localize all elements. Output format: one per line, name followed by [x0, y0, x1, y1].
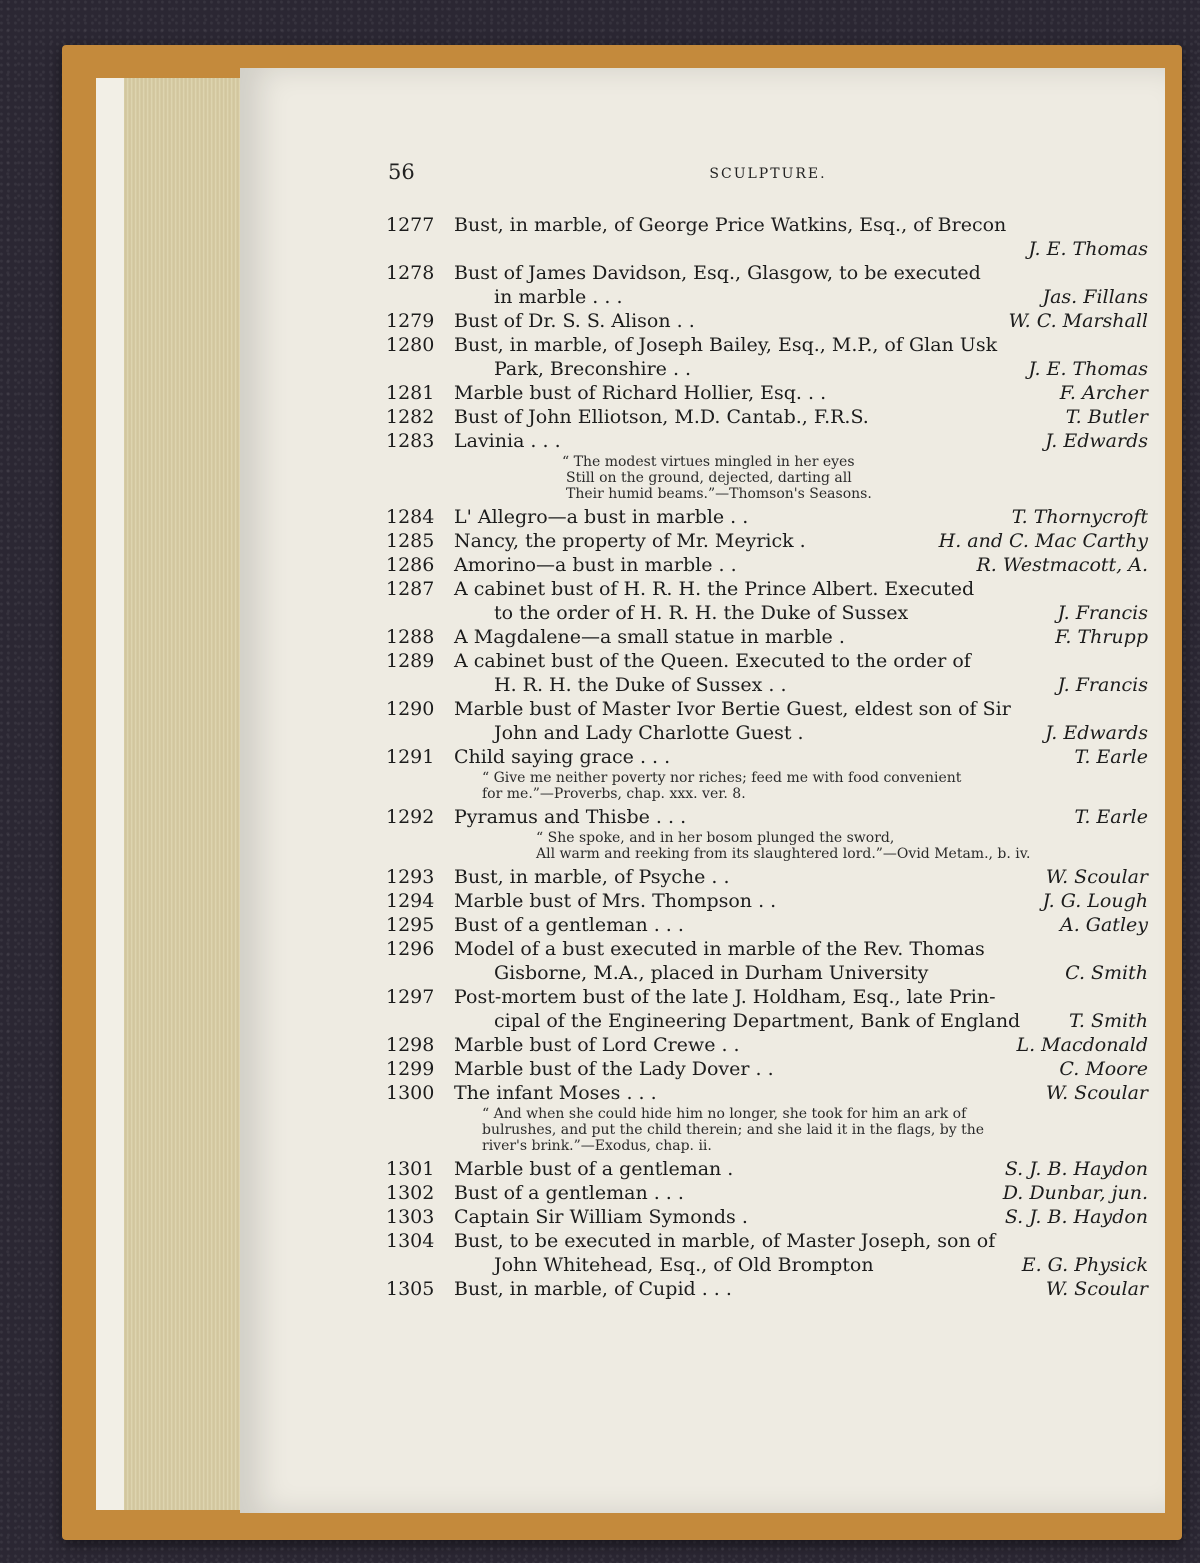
- catalogue-entry: [386, 937, 1148, 985]
- entry-title-line: Captain Sir William Symonds . S. J. B. Haydon: [454, 1206, 1148, 1228]
- catalogue-entry: [386, 889, 1148, 913]
- entry-number: 1293: [386, 866, 435, 888]
- entry-title-line: Marble bust of Richard Hollier, Esq. . . F. Archer: [454, 382, 1148, 404]
- quotation-line: Their humid beams.”—Thomson's Seasons.: [566, 486, 872, 502]
- artist-name: J. G. Lough: [1042, 890, 1148, 912]
- entry-title-line: Gisborne, M.A., placed in Durham University C. Smith: [494, 962, 1148, 984]
- entry-number: 1298: [386, 1034, 435, 1056]
- artist-name: W. Scoular: [1045, 1082, 1148, 1104]
- artist-name: R. Westmacott, A.: [976, 554, 1148, 576]
- entry-title-line: Child saying grace . . . T. Earle: [454, 746, 1148, 768]
- artist-name: S. J. B. Haydon: [1004, 1158, 1148, 1180]
- entry-title-line: The infant Moses . . . W. Scoular: [454, 1082, 1148, 1104]
- entry-title-line: A cabinet bust of the Queen. Executed to the order of: [454, 650, 971, 672]
- entry-title-line: Marble bust of Mrs. Thompson . . J. G. Lough: [454, 890, 1148, 912]
- catalogue-entry: [386, 1057, 1148, 1081]
- entry-number: 1282: [386, 406, 435, 428]
- catalogue-entry: [386, 405, 1148, 429]
- catalogue-entry: [386, 1229, 1148, 1277]
- entry-title-line: Park, Breconshire . . J. E. Thomas: [494, 358, 1148, 380]
- artist-name: F. Archer: [1059, 382, 1148, 404]
- artist-name: D. Dunbar, jun.: [1002, 1182, 1148, 1204]
- entry-title-line: Nancy, the property of Mr. Meyrick . H. and C. Mac Carthy: [454, 530, 1148, 552]
- quotation-line: “ And when she could hide him no longer, she took for him an ark of: [482, 1106, 967, 1122]
- catalogue-entry: [386, 1205, 1148, 1229]
- catalogue-entry: [386, 1033, 1148, 1057]
- entry-number: 1288: [386, 626, 435, 648]
- entry-title-line: Marble bust of Master Ivor Bertie Guest, eldest son of Sir: [454, 698, 1011, 720]
- artist-name: C. Smith: [1065, 962, 1148, 984]
- entry-title-line: cipal of the Engineering Department, Bank of England T. Smith: [494, 1010, 1148, 1032]
- entry-title-line: Bust, in marble, of George Price Watkins, Esq., of Brecon: [454, 214, 1007, 236]
- entry-quotation: [386, 454, 1148, 502]
- quotation-line: bulrushes, and put the child therein; and she laid it in the flags, by the: [482, 1122, 985, 1138]
- entry-title-line: Marble bust of Lord Crewe . . L. Macdonald: [454, 1034, 1148, 1056]
- catalogue-entry: [386, 261, 1148, 309]
- entry-title-line: Marble bust of a gentleman . S. J. B. Haydon: [454, 1158, 1148, 1180]
- entry-number: 1300: [386, 1082, 435, 1104]
- catalogue-entry: [386, 529, 1148, 553]
- entry-number: 1294: [386, 890, 435, 912]
- entry-title-line: Bust, to be executed in marble, of Master Joseph, son of: [454, 1230, 996, 1252]
- entry-number: 1302: [386, 1182, 435, 1204]
- entry-title-line: Bust of a gentleman . . . A. Gatley: [454, 914, 1148, 936]
- catalogue-entry: [386, 333, 1148, 381]
- catalogue-entry: [386, 1181, 1148, 1205]
- artist-name: F. Thrupp: [1055, 626, 1148, 648]
- artist-name: W. Scoular: [1045, 866, 1148, 888]
- artist-name: T. Thornycroft: [1011, 506, 1148, 528]
- artist-name: E. G. Physick: [1021, 1254, 1148, 1276]
- catalogue-entry: [386, 381, 1148, 405]
- artist-name: A. Gatley: [1060, 914, 1148, 936]
- entry-quotation: [386, 830, 1148, 862]
- artist-name: T. Butler: [1065, 406, 1148, 428]
- entry-number: 1278: [386, 262, 435, 284]
- entry-number: 1304: [386, 1230, 435, 1252]
- entry-title-line: Marble bust of the Lady Dover . . C. Moore: [454, 1058, 1148, 1080]
- entry-title-line: Bust of James Davidson, Esq., Glasgow, to be executed: [454, 262, 981, 284]
- quotation-line: All warm and reeking from its slaughtered lord.”—Ovid Metam., b. iv.: [536, 846, 1031, 862]
- running-head: [388, 160, 1148, 190]
- entry-title-line: Bust, in marble, of Psyche . . W. Scoular: [454, 866, 1148, 888]
- artist-name: J. Edwards: [1045, 430, 1148, 452]
- entry-quotation: [386, 1106, 1148, 1154]
- artist-name: T. Earle: [1074, 746, 1148, 768]
- artist-name: J. E. Thomas: [1028, 358, 1148, 380]
- entry-number: 1301: [386, 1158, 435, 1180]
- entry-number: 1291: [386, 746, 435, 768]
- entry-number: 1287: [386, 578, 435, 600]
- entry-number: 1292: [386, 806, 435, 828]
- entry-number: 1283: [386, 430, 435, 452]
- artist-name: H. and C. Mac Carthy: [938, 530, 1148, 552]
- catalogue-entry: [386, 429, 1148, 453]
- artist-name: T. Smith: [1069, 1010, 1148, 1032]
- entry-number: 1280: [386, 334, 435, 356]
- catalogue-entry: [386, 745, 1148, 769]
- catalogue-entry: [386, 697, 1148, 745]
- entry-title-line: Bust, in marble, of Cupid . . . W. Scoular: [454, 1278, 1148, 1300]
- quotation-line: Still on the ground, dejected, darting all: [566, 470, 852, 486]
- artist-name: W. Scoular: [1045, 1278, 1148, 1300]
- catalogue-entry: [386, 1157, 1148, 1181]
- catalogue-entry: [386, 649, 1148, 697]
- artist-name: S. J. B. Haydon: [1004, 1206, 1148, 1228]
- catalogue-entry: [386, 309, 1148, 333]
- catalogue-entry: [386, 553, 1148, 577]
- entry-number: 1289: [386, 650, 435, 672]
- section-title: SCULPTURE.: [709, 166, 827, 182]
- artist-name: J. Francis: [1057, 674, 1148, 696]
- catalogue-entry: [386, 505, 1148, 529]
- catalogue-entry: [386, 985, 1148, 1033]
- entry-number: 1285: [386, 530, 435, 552]
- catalogue-entry: [386, 865, 1148, 889]
- quotation-line: river's brink.”—Exodus, chap. ii.: [482, 1138, 712, 1154]
- entry-number: 1299: [386, 1058, 435, 1080]
- entry-number: 1290: [386, 698, 435, 720]
- entry-number: 1284: [386, 506, 435, 528]
- artist-name: W. C. Marshall: [1008, 310, 1148, 332]
- entry-number: 1296: [386, 938, 435, 960]
- entry-title-line: A cabinet bust of H. R. H. the Prince Albert. Executed: [454, 578, 975, 600]
- entry-title-line: to the order of H. R. H. the Duke of Sussex J. Francis: [494, 602, 1148, 624]
- entry-number: 1281: [386, 382, 435, 404]
- catalogue-entry: [386, 913, 1148, 937]
- entry-number: 1279: [386, 310, 435, 332]
- entry-number: 1277: [386, 214, 435, 236]
- entry-quotation: [386, 770, 1148, 802]
- artist-name: T. Earle: [1074, 806, 1148, 828]
- catalogue-list: [386, 213, 1148, 1301]
- book-page: [240, 68, 1165, 1513]
- entry-number: 1305: [386, 1278, 435, 1300]
- entry-number: 1295: [386, 914, 435, 936]
- entry-title-line: Post-mortem bust of the late J. Holdham, Esq., late Prin-: [454, 986, 996, 1008]
- entry-title-line: Amorino—a bust in marble . . R. Westmacott, A.: [454, 554, 1148, 576]
- artist-line: [386, 237, 1148, 261]
- catalogue-entry: [386, 1081, 1148, 1105]
- catalogue-entry: [386, 1277, 1148, 1301]
- catalogue-entry: [386, 805, 1148, 829]
- entry-title-line: A Magdalene—a small statue in marble . F. Thrupp: [454, 626, 1148, 648]
- entry-title-line: L' Allegro—a bust in marble . . T. Thornycroft: [454, 506, 1148, 528]
- artist-name: J. Edwards: [1045, 722, 1148, 744]
- entry-title-line: John Whitehead, Esq., of Old Brompton E. G. Physick: [494, 1254, 1148, 1276]
- entry-title-line: Bust of John Elliotson, M.D. Cantab., F.R.S. T. Butler: [454, 406, 1148, 428]
- quotation-line: for me.”—Proverbs, chap. xxx. ver. 8.: [482, 786, 746, 802]
- entry-title-line: Bust, in marble, of Joseph Bailey, Esq., M.P., of Glan Usk: [454, 334, 998, 356]
- entry-number: 1303: [386, 1206, 435, 1228]
- entry-title-line: Pyramus and Thisbe . . . T. Earle: [454, 806, 1148, 828]
- quotation-line: “ She spoke, and in her bosom plunged the sword,: [536, 830, 895, 846]
- endpaper: [96, 78, 124, 1510]
- entry-title-line: H. R. H. the Duke of Sussex . . J. Francis: [494, 674, 1148, 696]
- entry-title-line: in marble . . . Jas. Fillans: [494, 286, 1148, 308]
- quotation-line: “ Give me neither poverty nor riches; feed me with food convenient: [482, 770, 962, 786]
- quotation-line: “ The modest virtues mingled in her eyes: [562, 454, 855, 470]
- entry-title-line: Lavinia . . . J. Edwards: [454, 430, 1148, 452]
- page-number: 56: [388, 160, 415, 184]
- artist-name: L. Macdonald: [1016, 1034, 1148, 1056]
- catalogue-entry: [386, 577, 1148, 625]
- catalogue-entry: [386, 213, 1148, 261]
- entry-title-line: Bust of Dr. S. S. Alison . . W. C. Marshall: [454, 310, 1148, 332]
- artist-name: J. Francis: [1057, 602, 1148, 624]
- entry-title-line: Model of a bust executed in marble of the Rev. Thomas: [454, 938, 985, 960]
- artist-name: J. E. Thomas: [1028, 238, 1148, 260]
- entry-title-line: Bust of a gentleman . . . D. Dunbar, jun.: [454, 1182, 1148, 1204]
- entry-number: 1297: [386, 986, 435, 1008]
- artist-name: C. Moore: [1059, 1058, 1148, 1080]
- catalogue-entry: [386, 625, 1148, 649]
- artist-name: Jas. Fillans: [1042, 286, 1148, 308]
- entry-number: 1286: [386, 554, 435, 576]
- entry-title-line: John and Lady Charlotte Guest . J. Edwards: [494, 722, 1148, 744]
